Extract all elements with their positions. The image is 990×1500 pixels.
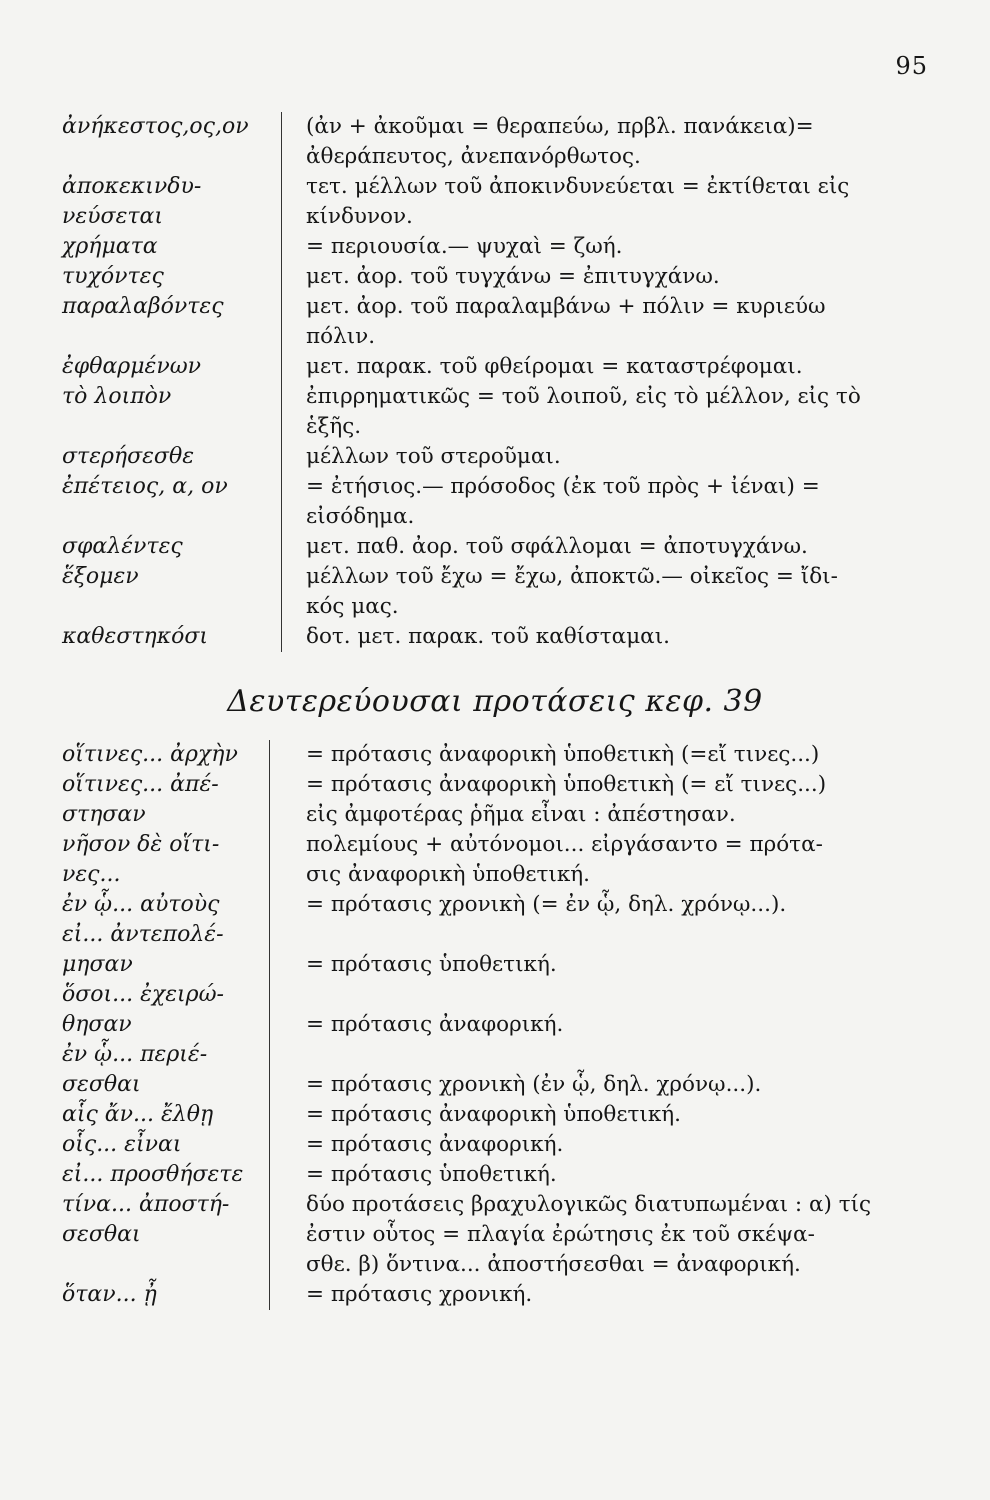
entry-term: ἀποκεκινδυ- νεύσεται xyxy=(62,174,202,229)
entry-definition: μετ. ἀορ. τοῦ παραλαμβάνω + πόλιν = κυριεύω πόλιν. xyxy=(306,294,826,349)
glossary-entry xyxy=(62,292,942,352)
entry-definition: (ἀν + ἀκοῦμαι = θεραπεύω, πρβλ. πανάκεια)= ἀθεράπευτος, ἀνεπανόρθωτος. xyxy=(306,114,814,169)
entry-term: ἀνήκεστος,ος,ον xyxy=(62,114,249,139)
entry-term: ὅταν... ᾖ xyxy=(62,1282,157,1307)
entry-definition: μετ. παρακ. τοῦ φθείρομαι = καταστρέφομαι. xyxy=(306,354,803,379)
entry-term: χρήματα xyxy=(62,234,158,259)
glossary-entry xyxy=(62,1280,942,1310)
glossary-entry xyxy=(62,920,942,980)
glossary-entry xyxy=(62,112,942,172)
entry-term: ἐφθαρμένων xyxy=(62,354,202,379)
entry-definition: = πρότασις χρονικὴ (= ἐν ᾧ, δηλ. χρόνῳ...). xyxy=(306,892,787,917)
entry-definition: πολεμίους + αὐτόνομοι... εἰργάσαντο = πρότα- σις ἀναφορικὴ ὑποθετική. xyxy=(306,832,823,887)
entry-definition: τετ. μέλλων τοῦ ἀποκινδυνεύεται = ἐκτίθεται εἰς κίνδυνον. xyxy=(306,174,850,229)
entry-term: αἷς ἄν... ἔλθῃ xyxy=(62,1102,214,1127)
entry-term: οἵτινες... ἀπέ- στησαν xyxy=(62,772,219,827)
entry-definition: = πρότασις χρονικὴ (ἐν ᾧ, δηλ. χρόνῳ...). xyxy=(306,1072,762,1097)
glossary-entry xyxy=(62,622,942,652)
glossary-entry xyxy=(62,890,942,920)
entry-term: ἐν ᾧ... περιέ- σεσθαι xyxy=(62,1042,208,1097)
glossary-entry xyxy=(62,442,942,472)
entry-definition: μετ. παθ. ἀορ. τοῦ σφάλλομαι = ἀποτυγχάνω. xyxy=(306,534,808,559)
glossary-entry xyxy=(62,770,942,830)
entry-term: σφαλέντες xyxy=(62,534,183,559)
glossary-entry xyxy=(62,532,942,562)
glossary-entry xyxy=(62,1100,942,1130)
section-heading: Δευτερεύουσαι προτάσεις κεφ. 39 xyxy=(227,684,763,719)
entry-term: εἰ... ἀντεπολέ- μησαν xyxy=(62,922,224,977)
entry-definition: = πρότασις ἀναφορικὴ ὑποθετικὴ (= εἴ τινες...) εἰς ἀμφοτέρας ῥῆμα εἶναι : ἀπέστησαν. xyxy=(306,772,827,827)
entry-definition: = πρότασις ὑποθετική. xyxy=(306,952,557,977)
entry-term: εἰ... προσθήσετε xyxy=(62,1162,244,1187)
entry-term: ὅσοι... ἐχειρώ- θησαν xyxy=(62,982,224,1037)
page-number: 95 xyxy=(895,52,928,80)
glossary-entry xyxy=(62,980,942,1040)
entry-definition: μετ. ἀορ. τοῦ τυγχάνω = ἐπιτυγχάνω. xyxy=(306,264,720,289)
entry-definition: = περιουσία.— ψυχαὶ = ζωή. xyxy=(306,234,623,259)
glossary-entry xyxy=(62,562,942,622)
entry-definition: = πρότασις ἀναφορική. xyxy=(306,1012,564,1037)
entry-term: τίνα... ἀποστή- σεσθαι xyxy=(62,1192,230,1247)
entry-definition: δοτ. μετ. παρακ. τοῦ καθίσταμαι. xyxy=(306,624,670,649)
glossary-entry xyxy=(62,262,942,292)
entry-term: παραλαβόντες xyxy=(62,294,224,319)
glossary-entry xyxy=(62,232,942,262)
glossary-entry xyxy=(62,1130,942,1160)
glossary-entry xyxy=(62,352,942,382)
entry-term: τὸ λοιπὸν xyxy=(62,384,172,409)
entry-term: στερήσεσθε xyxy=(62,444,194,469)
glossary-entry xyxy=(62,740,942,770)
glossary-entry xyxy=(62,172,942,232)
entry-definition: = πρότασις ἀναφορικὴ ὑποθετικὴ (=εἴ τινες...) xyxy=(306,742,820,767)
glossary-section-1 xyxy=(62,112,942,652)
entry-definition: ἐπιρρηματικῶς = τοῦ λοιποῦ, εἰς τὸ μέλλον, εἰς τὸ ἑξῆς. xyxy=(306,384,861,439)
glossary-section-2 xyxy=(62,740,942,1310)
entry-term: ἐν ᾧ... αὐτοὺς xyxy=(62,892,220,917)
entry-term: νῆσον δὲ οἵτι- νες... xyxy=(62,832,220,887)
entry-definition: = πρότασις ὑποθετική. xyxy=(306,1162,557,1187)
entry-term: οἷς... εἶναι xyxy=(62,1132,182,1157)
glossary-entry xyxy=(62,472,942,532)
entry-term: τυχόντες xyxy=(62,264,164,289)
entry-definition: = πρότασις ἀναφορική. xyxy=(306,1132,564,1157)
entry-definition: μέλλων τοῦ στεροῦμαι. xyxy=(306,444,561,469)
entry-term: ἕξομεν xyxy=(62,564,139,589)
entry-definition: μέλλων τοῦ ἔχω = ἔχω, ἀποκτῶ.— οἰκεῖος = ἴδι- κός μας. xyxy=(306,564,838,619)
glossary-entry xyxy=(62,1190,942,1280)
entry-term: ἐπέτειος, α, ον xyxy=(62,474,228,499)
glossary-entry xyxy=(62,830,942,890)
entry-definition: = ἐτήσιος.— πρόσοδος (ἐκ τοῦ πρὸς + ἰέναι) = εἰσόδημα. xyxy=(306,474,820,529)
entry-term: οἵτινες... ἀρχὴν xyxy=(62,742,238,767)
glossary-entry xyxy=(62,382,942,442)
glossary-entry xyxy=(62,1160,942,1190)
entry-definition: = πρότασις ἀναφορικὴ ὑποθετική. xyxy=(306,1102,681,1127)
glossary-entry xyxy=(62,1040,942,1100)
entry-term: καθεστηκόσι xyxy=(62,624,209,649)
entry-definition: = πρότασις χρονική. xyxy=(306,1282,533,1307)
entry-definition: δύο προτάσεις βραχυλογικῶς διατυπωμέναι : α) τίς ἐστιν οὗτος = πλαγία ἐρώτησις ἐκ τοῦ σκέψα- σθε. β) ὅντινα... ἀποστήσεσθαι = ἀναφορική. xyxy=(306,1192,872,1277)
